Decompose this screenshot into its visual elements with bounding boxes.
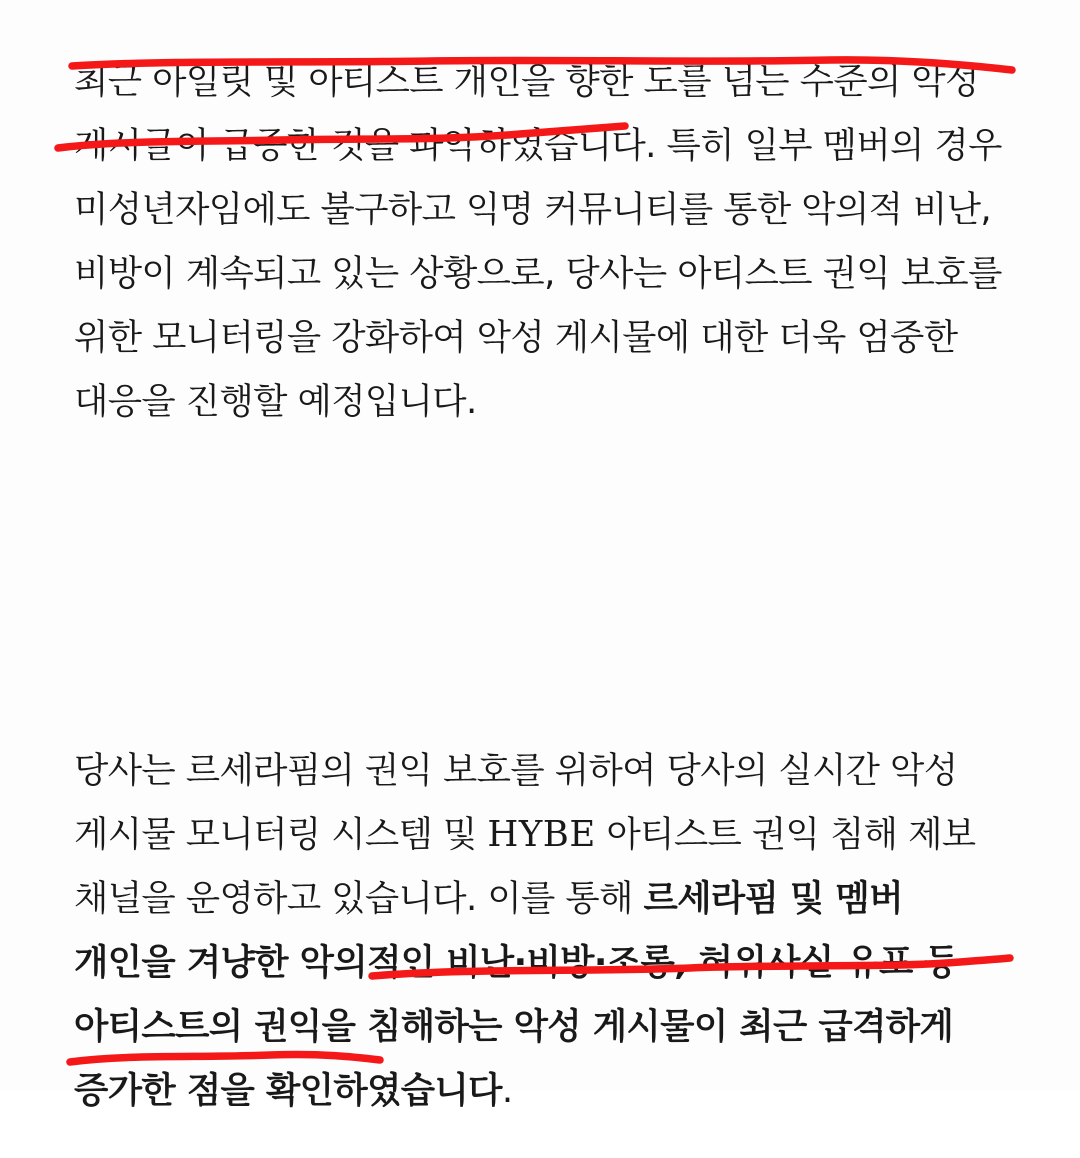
- paragraph-2-segment-bold: 르세라핌 및 멤버 개인을 겨냥한 악의적인 비난·비방·조롱, 허위사실 유포 등 아티스트의 권익을 침해하는 악성 게시물이 최근 급격하게 증가한 점을 확인하였습니다: [74, 877, 970, 1111]
- paragraph-2-segment-3: 아티스트 권익 침해 제보 채널을 운영하고 있습니다. 이를 통해: [74, 813, 987, 919]
- paragraph-1: 최근 아일릿 및 아티스트 개인을 향한 도를 넘는 수준의 악성 게시글이 급증한 것을 파악하였습니다. 특히 일부 멤버의 경우 미성년자임에도 불구하고 익명 커뮤니티를 통한 악의적 비난, 비방이 계속되고 있는 상황으로, 당사는 아티스트 권익 보호를 위한 모니터링을 강화하여 악성 게시물에 대한 더욱 엄중한 대응을 진행할 예정입니다.: [74, 60, 1013, 422]
- paragraph-2-segment-period: .: [501, 1069, 513, 1111]
- document-text-body: [74, 14, 1013, 1158]
- paragraph-2: [74, 739, 1006, 1123]
- paragraph-2-segment-1: 당사는 르세라핌의 권익 보호를 위하여 당사의 실시간 악성 게시물 모니터링 시스템 및: [74, 749, 969, 855]
- paragraph-2-segment-hybe: HYBE: [487, 813, 596, 855]
